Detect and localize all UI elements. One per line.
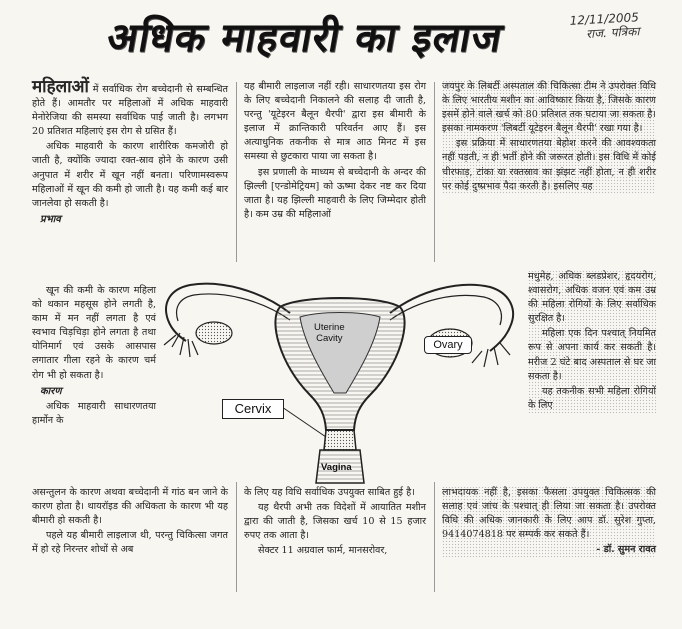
stamp-source: राज. पत्रिका (585, 24, 640, 41)
column-1-bottom (32, 486, 228, 558)
heading-karan: कारण (40, 385, 62, 397)
col2-para-1: यह बीमारी लाइलाज नहीं रही। साधारणतया इस रोग के लिए बच्चेदानी निकालने की सलाह दी जाती है, परन्तु 'यूटेइरन बैलून थैरपी' द्वारा इस बीमारी के इलाज में क्रान्तिकारी परिवर्तन आए हैं। इस अत्याधुनिक तकनीक से मात्र आठ मिनट में इस समस्या से छुटकारा पाया जा सकता है। (244, 81, 426, 163)
col3-para-3-narrow: महिला एक दिन पश्चात् नियमित रूप से अपना कार्य कर सकती है। मरीज 2 घंटे बाद अस्पताल से घर जा सकता है। (528, 328, 656, 382)
col3-para-2-narrow: मधुमेह, अधिक ब्लडप्रेशर, हृदयरोग, श्वासरोग, अधिक वजन एवं कम उम्र की महिला रोगियों के लिए सर्वाधिक सुरक्षित है। (528, 271, 656, 325)
stamp-date: 12/11/2005 (569, 10, 640, 28)
col1-para-4a: अधिक माहवारी साधारणतया हार्मोन के (32, 400, 156, 426)
right-fimbriae (472, 343, 510, 367)
cervix-pointer (282, 407, 326, 437)
column-2-bottom (244, 486, 426, 559)
heading-prabhav: प्रभाव (40, 213, 61, 225)
headline: अधिक माहवारी का इलाज (103, 15, 507, 61)
column-rule-2 (434, 82, 435, 262)
column-3-narrow (528, 270, 656, 414)
column-2-top (244, 80, 426, 223)
col1-para-1: महिलाओं में सर्वाधिक रोग बच्चेदानी से सम्बन्धित होते हैं। आमतौर पर महिलाओं में अधिक माहवारी मेनोरेजिया की समस्या सर्वाधिक पाई जाती है। लगभग 20 प्रतिशत महिलाएं इस रोग से ग्रसित हैं। (32, 77, 228, 138)
column-rule-4 (434, 482, 435, 592)
col3-para-2: इस प्रक्रिया में साधारणतया बेहोश करने की आवश्यकता नहीं पड़ती, न ही भर्ती होने की जरूरत होती। इस विधि में कोई चीरफाड़, टांका या रक्तस्राव का झंझट नहीं होता, न ही शरीर पर कोई दुष्प्रभाव पैदा करती है। इसलिए यह (442, 138, 656, 192)
ovary-label: Ovary (424, 336, 472, 354)
col2-para-4: यह थैरपी अभी तक विदेशों में आयातित मशीन द्वारा की जाती है, जिसका खर्च 10 से 15 हजार रुपए तक आता है। (244, 502, 426, 542)
cervix-label: Cervix (222, 399, 284, 419)
column-1-top (32, 77, 228, 228)
cervix (324, 430, 356, 450)
col1-para-4b: असन्तुलन के कारण अथवा बच्चेदानी में गांठ बन जाने के कारण होता है। थायरॉइड की अधिकता के कारण भी यह बीमारी हो सकती है। (32, 487, 228, 527)
uterus-diagram (150, 265, 530, 485)
col3-para-4-rest: लाभदायक नहीं है, इसका फैसला उपयुक्त चिकित्सक की सलाह एवं जांच के पश्चात् ही लिया जा सकता है। उपरोक्त विधि की अधिक जानकारी के लिए आप डॉ. सुरेश गुप्ता, 9414074818 पर सम्पर्क कर सकते हैं। (442, 487, 656, 541)
uterine-cavity-label: Uterine Cavity (314, 322, 345, 344)
col2-para-3: के लिए यह विधि सर्वाधिक उपयुक्त साबित हुई है। (244, 487, 415, 498)
lead-word: महिलाओं (32, 77, 89, 97)
col1-para-5: पहले यह बीमारी लाइलाज थी, परन्तु चिकित्सा जगत में हो रहे निरन्तर शोधों से अब (32, 530, 228, 556)
col1-para-3: खून की कमी के कारण महिला को थकान महसूस होने लगती है, काम में मन नहीं लगता है एवं स्वभाव चिड़चिड़ा होने लगता है तथा योनिमार्ग एवं उसके आसपास लगातार गीला रहने के कारण चर्म रोग भी हो सकता है। (32, 285, 156, 381)
vagina-label: Vagina (321, 462, 352, 473)
col2-para-2: इस प्रणाली के माध्यम से बच्चेदानी के अन्दर की झिल्ली [एन्डोमेट्रियम] को ऊष्मा देकर नष्ट कर दिया जाता है। यह झिल्ली माहवारी के लिए जिम्मेदार होती है। कम उम्र की महिलाओं (244, 166, 426, 220)
col3-para-4-narrow: यह तकनीक सभी महिला रोगियों के लिए (528, 385, 656, 411)
date-stamp (569, 10, 640, 42)
column-3-top (442, 80, 656, 195)
column-1-narrow (32, 284, 156, 429)
signature: - डॉ. सुमन रावत (596, 544, 656, 556)
col3-para-1: जयपुर के लिबर्टी अस्पताल की चिकित्सा टीम ने उपरोक्त विधि के लिए भारतीय मशीन का आविष्कार किया है, जिसके कारण इसमें होने वाले खर्च को 80 प्रतिशत तक घटाया जा सकता है। इसका नामकरण 'लिबर्टी यूटेइरन बैलून थैरपी' रखा गया है। (442, 81, 656, 135)
column-rule-3 (236, 482, 237, 592)
left-ovary (196, 322, 232, 344)
col1-para-2: अधिक माहवारी के कारण शारीरिक कमजोरी हो जाती है, क्योंकि ज्यादा रक्त-स्राव होने के कारण उसी अनुपात में शरीर में खून नहीं बनता। परिणामस्वरूप महिलाओं में खून की कमी हो जाती है। यह कमी कई बार जानलेवा हो सकती है। (32, 141, 228, 209)
column-3-bottom (442, 486, 656, 558)
col2-para-5: सेक्टर 11 अग्रवाल फार्म, मानसरोवर, (258, 545, 388, 557)
column-rule-1 (236, 82, 237, 262)
